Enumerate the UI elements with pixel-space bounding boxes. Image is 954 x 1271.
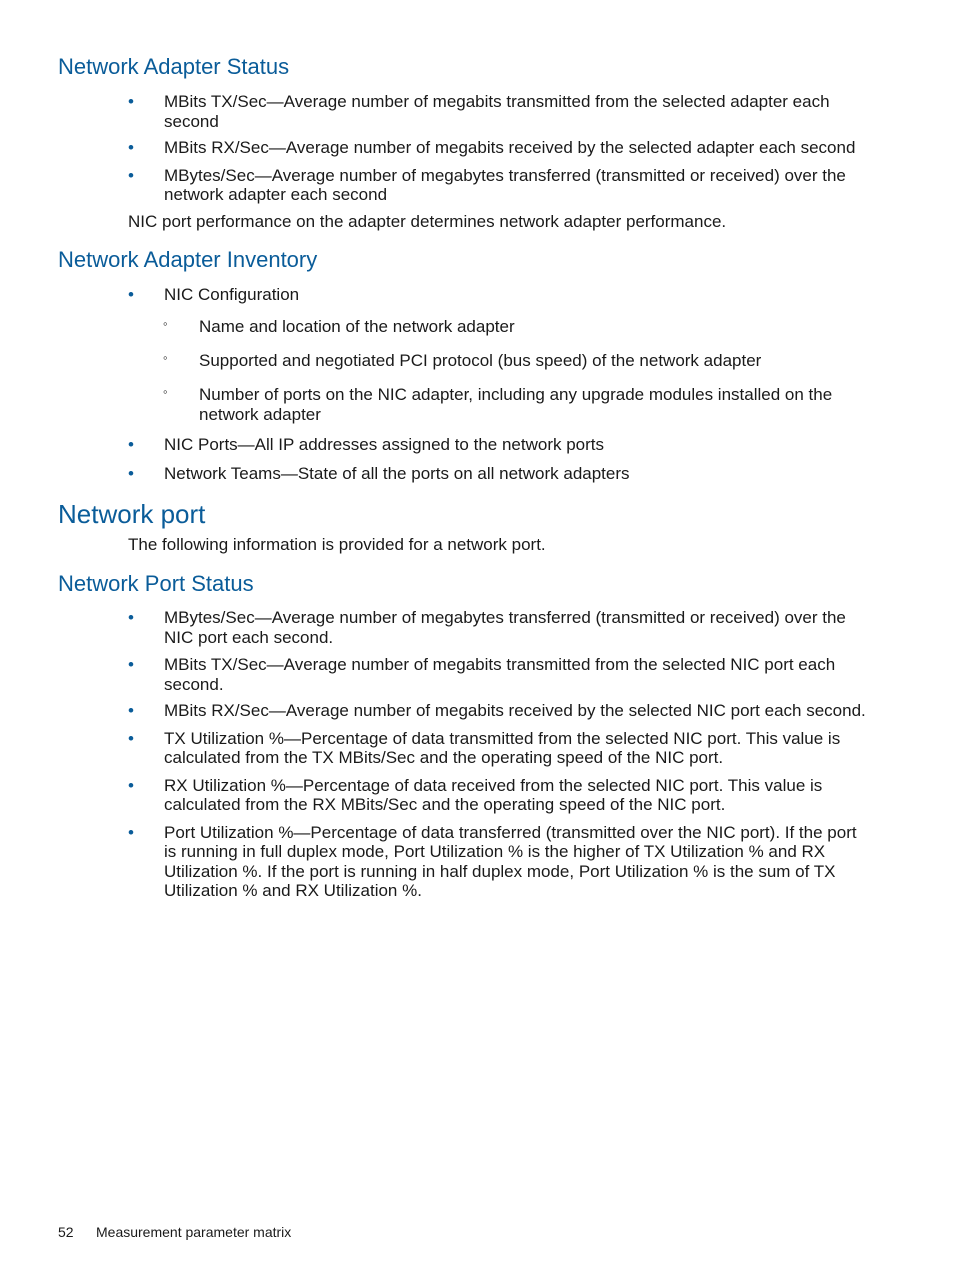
bullet-icon: • <box>128 608 134 627</box>
bullet-icon: • <box>128 435 134 454</box>
page-footer <box>58 1223 291 1241</box>
list-item: ◦ Number of ports on the NIC adapter, including any upgrade modules installed on the network adapter <box>163 384 833 424</box>
adapter-status-list <box>128 92 868 205</box>
bullet-icon: • <box>128 655 134 674</box>
chapter-title: Measurement parameter matrix <box>96 1224 292 1240</box>
circle-bullet-icon: ◦ <box>163 316 168 331</box>
network-port-intro: The following information is provided for a network port. <box>128 535 546 554</box>
bullet-icon: • <box>128 775 134 795</box>
list-item: • NIC Ports—All IP addresses assigned to the network ports <box>128 435 604 454</box>
adapter-inventory-list <box>128 435 868 483</box>
bullet-icon: • <box>128 165 134 185</box>
bullet-icon: • <box>128 463 134 483</box>
adapter-status-note: NIC port performance on the adapter determines network adapter performance. <box>128 212 727 231</box>
bullet-icon: • <box>128 728 134 748</box>
bullet-icon: • <box>128 92 134 111</box>
heading-network-port: Network port <box>58 499 206 529</box>
list-item: • MBits RX/Sec—Average number of megabits received by the selected adapter each second <box>128 138 856 157</box>
list-item: • MBytes/Sec—Average number of megabytes transferred (transmitted or received) over the network adapter each second <box>128 165 846 204</box>
list-item: • MBits RX/Sec—Average number of megabits received by the selected NIC port each second. <box>128 701 866 720</box>
list-item: • MBits TX/Sec—Average number of megabits transmitted from the selected adapter each second <box>128 92 830 131</box>
circle-bullet-icon: ◦ <box>163 384 168 399</box>
bullet-icon: • <box>128 285 134 304</box>
heading-network-port-status: Network Port Status <box>58 571 254 596</box>
nic-config-sublist <box>163 317 863 424</box>
adapter-inventory-config-list <box>128 285 868 305</box>
list-item: • TX Utilization %—Percentage of data transmitted from the selected NIC port. This value is calculated from the TX MBits/Sec and the operating speed of the NIC port. <box>128 728 841 767</box>
list-item: ◦ Supported and negotiated PCI protocol (bus speed) of the network adapter <box>163 349 762 370</box>
list-item: • MBits TX/Sec—Average number of megabits transmitted from the selected NIC port each second. <box>128 655 836 694</box>
list-item: • Port Utilization %—Percentage of data transferred (transmitted over the NIC port). If the port is running in full duplex mode, Port Utilization % is the higher of TX Utilization % and RX Utilization %. If the port is running in half duplex mode, Port Utilization % is the sum of TX Utilization % and RX Utilization %. <box>128 822 857 900</box>
page-number: 52 <box>58 1224 74 1240</box>
list-item: • NIC Configuration <box>128 285 300 304</box>
heading-network-adapter-status: Network Adapter Status <box>58 54 290 79</box>
port-status-list <box>128 608 868 901</box>
bullet-icon: • <box>128 138 134 157</box>
bullet-icon: • <box>128 822 134 842</box>
list-item: • RX Utilization %—Percentage of data received from the selected NIC port. This value is calculated from the RX MBits/Sec and the operating speed of the NIC port. <box>128 775 823 814</box>
list-item: • Network Teams—State of all the ports on all network adapters <box>128 463 630 483</box>
bullet-icon: • <box>128 701 134 720</box>
list-item: ◦ Name and location of the network adapter <box>163 316 515 336</box>
list-item: • MBytes/Sec—Average number of megabytes transferred (transmitted or received) over the NIC port each second. <box>128 608 846 647</box>
heading-network-adapter-inventory: Network Adapter Inventory <box>58 247 318 272</box>
circle-bullet-icon: ◦ <box>163 349 168 365</box>
